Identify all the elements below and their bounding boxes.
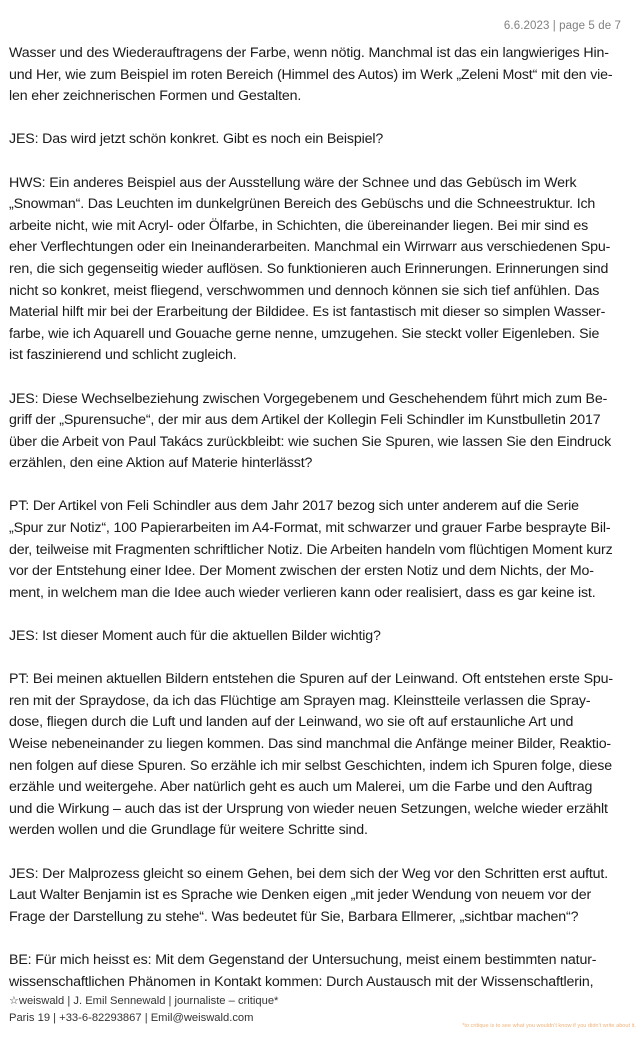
paragraph — [9, 129, 637, 151]
footer-contact: Paris 19 | +33-6-82293867 | Emil@weiswald.com — [9, 1012, 254, 1024]
text-line: ren mit der Spraydose, da ich das Flüchtige am Sprayen mag. Kleinstteile verlassen die Spray- — [9, 692, 591, 709]
text-line: Wasser und des Wiederauftragens der Farbe, wenn nötig. Manchmal ist das ein langwieriges Hin- — [9, 45, 609, 61]
text-line: nen folgen auf diese Spuren. So erzähle ich mir selbst Geschichten, indem ich Spuren folge, diese — [9, 757, 612, 774]
footer — [9, 993, 278, 1027]
star-icon: ☆ — [9, 995, 19, 1007]
text-line: ist faszinierend und schlicht zugleich. — [9, 347, 237, 364]
paragraph — [9, 43, 637, 108]
text-line: der, teilweise mit Fragmenten schriftlicher Notiz. Die Arbeiten handeln vom flüchtigen Moment kurz — [9, 541, 613, 558]
paragraph — [9, 496, 637, 604]
paragraph — [9, 389, 637, 475]
text-line: werden wollen und die Grundlage für weitere Schritte sind. — [9, 822, 368, 839]
text-line: ren, die sich gegenseitig wieder auflösen. So funktionieren auch Erinnerungen. Erinnerungen sind — [9, 260, 609, 277]
text-line: HWS: Ein anderes Beispiel aus der Ausstellung wäre der Schnee und das Gebüsch im Werk — [9, 174, 577, 191]
text-line: „Snowman“. Das Leuchten im dunkelgrünen Bereich des Gebüschs und die Schneestruktur. Ich — [9, 196, 596, 213]
text-line: wissenschaftlichen Phänomen in Kontakt kommen: Durch Austausch mit der Wissenschaftlerin, — [9, 973, 594, 990]
text-line: JES: Der Malprozess gleicht so einem Gehen, bei dem sich der Weg vor den Schritten erst auftut. — [9, 865, 608, 882]
footer-tagline: *to critique is to see what you wouldn't know if you didn't write about it. — [462, 1023, 636, 1029]
document-body — [9, 43, 637, 1015]
text-line: JES: Das wird jetzt schön konkret. Gibt es noch ein Beispiel? — [9, 131, 384, 148]
text-line: PT: Der Artikel von Feli Schindler aus dem Jahr 2017 bezog sich unter anderem auf die Serie — [9, 498, 579, 515]
text-line: Laut Walter Benjamin ist es Sprache wie Denken eigen „mit jeder Wendung von neuem vor der — [9, 887, 592, 904]
text-line: vor der Entstehung einer Idee. Der Moment zwischen der ersten Notiz und dem Nichts, der Mo- — [9, 563, 594, 580]
text-line: erzählen, den eine Aktion auf Materie hinterlässt? — [9, 455, 313, 472]
text-line: JES: Diese Wechselbeziehung zwischen Vorgegebenem und Geschehendem führt mich zum Be- — [9, 390, 608, 407]
text-line: nicht so konkret, meist fliegend, verschwommen und dennoch können sie sich tief anfühlen. Das — [9, 282, 600, 299]
page-header: 6.6.2023 | page 5 de 7 — [503, 20, 621, 32]
paragraph — [9, 626, 637, 648]
text-line: len eher zeichnerischen Formen und Gestalten. — [9, 88, 302, 105]
text-line: dose, fliegen durch die Luft und landen auf der Leinwand, wo sie oft auf erstaunliche Art und — [9, 714, 574, 731]
text-line: farbe, wie ich Aquarell und Gouache gerne nenne, umzugehen. Sie steckt voller Eigenleben. Sie — [9, 325, 600, 342]
text-line: und die Wirkung – auch das ist der Ursprung von wieder neuen Setzungen, welche wieder erzählt — [9, 800, 608, 817]
text-line: „Spur zur Notiz“, 100 Papierarbeiten im A4-Format, mit schwarzer und grauer Farbe besprayte Bil- — [9, 520, 611, 537]
text-line: über die Arbeit von Paul Takács zurückbleibt: wie suchen Sie Spuren, wie lassen Sie den Eindruck — [9, 433, 612, 450]
text-line: erzähle und weitergehe. Aber natürlich geht es auch um Malerei, um die Farbe und den Auftrag — [9, 779, 593, 796]
text-line: Frage der Darstellung zu stehe“. Was bedeutet für Sie, Barbara Ellmerer, „sichtbar machen“? — [9, 908, 579, 925]
text-line: JES: Ist dieser Moment auch für die aktuellen Bilder wichtig? — [9, 628, 381, 645]
text-line: eher Verflechtungen oder ein Ineinanderarbeiten. Manchmal ein Wirrwarr aus verschiedenen Spu- — [9, 239, 611, 256]
text-line: Weise nebeneinander zu liegen kommen. Das sind manchmal die Anfänge meiner Bilder, Reaktio- — [9, 736, 612, 752]
paragraph — [9, 950, 637, 993]
text-line: PT: Bei meinen aktuellen Bildern entstehen die Spuren auf der Leinwand. Oft entstehen erste Spu- — [9, 671, 613, 688]
text-line: Material hilft mir bei der Erarbeitung der Bildidee. Es ist fantastisch mit dieser so simplen Wasser- — [9, 304, 606, 321]
paragraph — [9, 173, 637, 367]
paragraph — [9, 669, 637, 842]
text-line: und Her, wie zum Beispiel im roten Bereich (Himmel des Autos) im Werk „Zeleni Most“ mit den vie- — [9, 66, 613, 83]
footer-identity: weiswald | J. Emil Sennewald | journaliste – critique* — [18, 995, 279, 1007]
text-line: arbeite nicht, wie mit Acryl- oder Ölfarbe, in Schichten, die übereinander liegen. Bei mir sind es — [9, 217, 589, 234]
paragraph — [9, 864, 637, 929]
text-line: griff der „Spurensuche“, der mir aus dem Artikel der Kollegin Feli Schindler im Kunstbulletin 2017 — [9, 412, 601, 429]
text-line: ment, in welchem man die Idee auch wieder verlieren kann oder realisiert, dass es gar keine ist. — [9, 584, 596, 601]
text-line: BE: Für mich heisst es: Mit dem Gegenstand der Untersuchung, meist einem bestimmten natur- — [9, 951, 597, 968]
footer-line-name — [9, 993, 278, 1010]
